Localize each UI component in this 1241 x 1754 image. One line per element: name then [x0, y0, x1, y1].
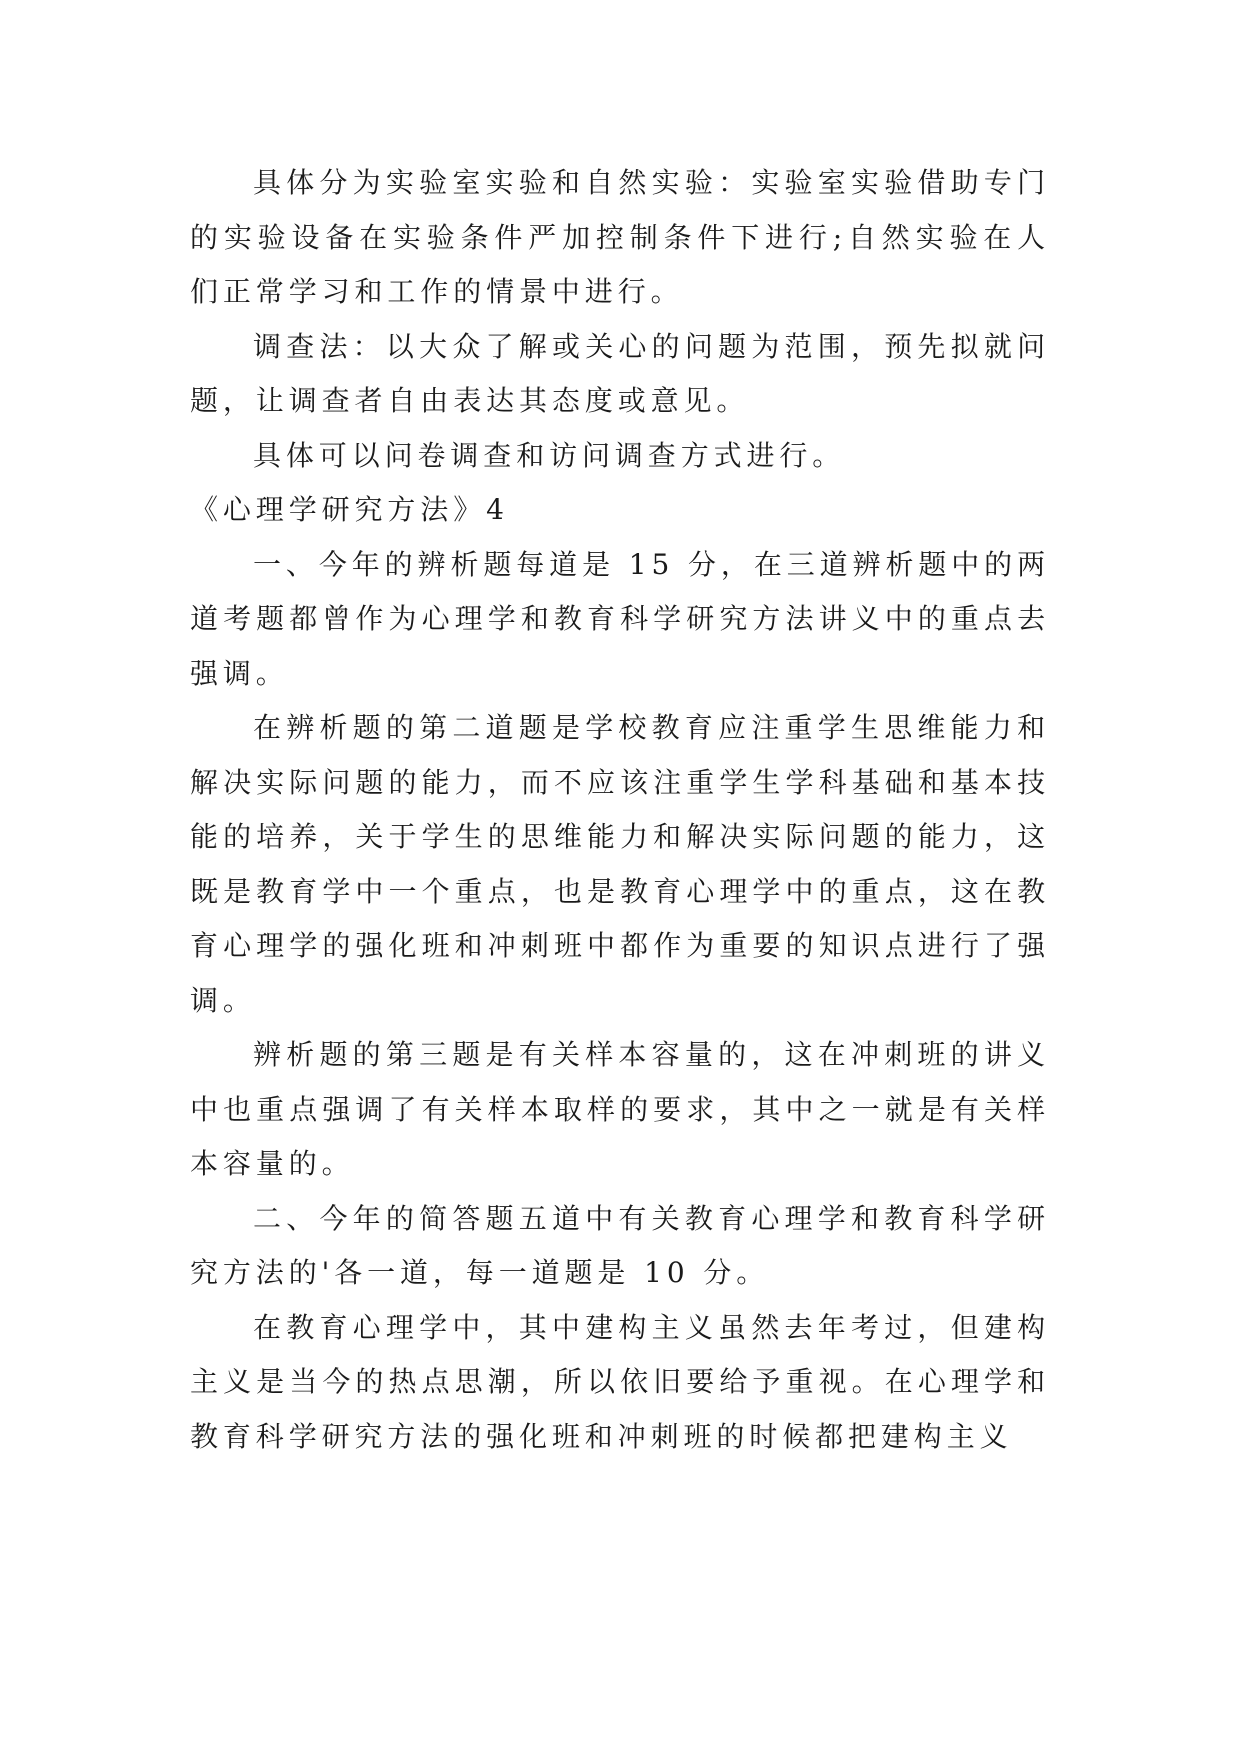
- document-body: [190, 156, 1050, 1464]
- section-title: 《心理学研究方法》4: [190, 493, 509, 526]
- paragraph-experiment-types: 具体分为实验室实验和自然实验：实验室实验借助专门的实验设备在实验条件严加控制条件下进行;自然实验在人们正常学习和工作的情景中进行。: [190, 166, 1050, 308]
- paragraph-constructivism: 在教育心理学中，其中建构主义虽然去年考过，但建构主义是当今的热点思潮，所以依旧要给予重视。在心理学和教育科学研究方法的强化班和冲刺班的时候都把建构主义: [190, 1310, 1050, 1453]
- paragraph-short-answer-questions: 二、今年的简答题五道中有关教育心理学和教育科学研究方法的'各一道，每一道题是 10 分。: [190, 1201, 1050, 1289]
- paragraph-second-analysis-question: 在辨析题的第二道题是学校教育应注重学生思维能力和解决实际问题的能力，而不应该注重学生学科基础和基本技能的培养，关于学生的思维能力和解决实际问题的能力，这既是教育学中一个重点，也是教育心理学中的重点，这在教育心理学的强化班和冲刺班中都作为重要的知识点进行了强调。: [190, 711, 1050, 1017]
- paragraph-third-analysis-question: 辨析题的第三题是有关样本容量的，这在冲刺班的讲义中也重点强调了有关样本取样的要求，其中之一就是有关样本容量的。: [190, 1038, 1050, 1180]
- paragraph-survey-forms: 具体可以问卷调查和访问调查方式进行。: [253, 438, 846, 472]
- paragraph-survey-method: 调查法：以大众了解或关心的问题为范围，预先拟就问题，让调查者自由表达其态度或意见。: [190, 329, 1050, 417]
- paragraph-analysis-questions: 一、今年的辨析题每道是 15 分，在三道辨析题中的两道考题都曾作为心理学和教育科学研究方法讲义中的重点去强调。: [190, 547, 1050, 690]
